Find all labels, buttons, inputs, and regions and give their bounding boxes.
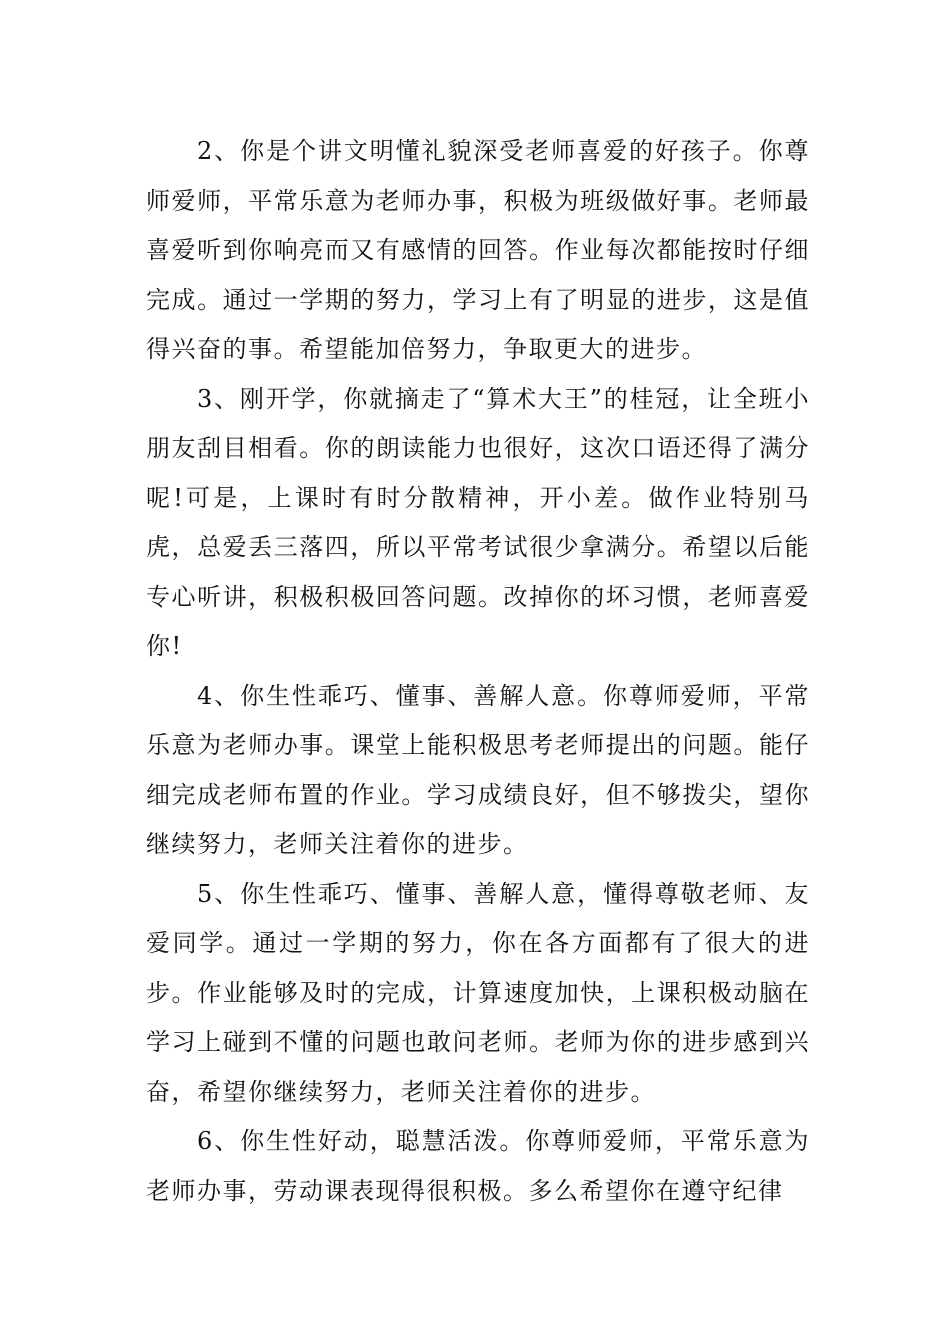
comment-paragraph-3: 3、刚开学，你就摘走了“算术大王”的桂冠，让全班小朋友刮目相看。你的朗读能力也很好，这次口语还得了满分呢!可是，上课时有时分散精神，开小差。做作业特别马虎，总爱丢三落四，所以平常考试很少拿满分。希望以后能专心听讲，积极积极回答问题。改掉你的坏习惯，老师喜爱你! (146, 384, 810, 660)
comment-paragraph-6: 6、你生性好动，聪慧活泼。你尊师爱师，平常乐意为老师办事，劳动课表现得很积极。多么希望你在遵守纪律 (146, 1127, 810, 1205)
comment-paragraph-2: 2、你是个讲文明懂礼貌深受老师喜爱的好孩子。你尊师爱师，平常乐意为老师办事，积极为班级做好事。老师最喜爱听到你响亮而又有感情的回答。作业每次都能按时仔细完成。通过一学期的努力，学习上有了明显的进步，这是值得兴奋的事。希望能加倍努力，争取更大的进步。 (146, 137, 810, 363)
comment-paragraph-4: 4、你生性乖巧、懂事、善解人意。你尊师爱师，平常乐意为老师办事。课堂上能积极思考老师提出的问题。能仔细完成老师布置的作业。学习成绩良好，但不够拨尖，望你继续努力，老师关注着你的进步。 (146, 681, 810, 858)
document-body (146, 127, 810, 1216)
comment-paragraph-5: 5、你生性乖巧、懂事、善解人意，懂得尊敬老师、友爱同学。通过一学期的努力，你在各方面都有了很大的进步。作业能够及时的完成，计算速度加快，上课积极动脑在学习上碰到不懂的问题也敢问老师。老师为你的进步感到兴奋，希望你继续努力，老师关注着你的进步。 (146, 879, 810, 1106)
